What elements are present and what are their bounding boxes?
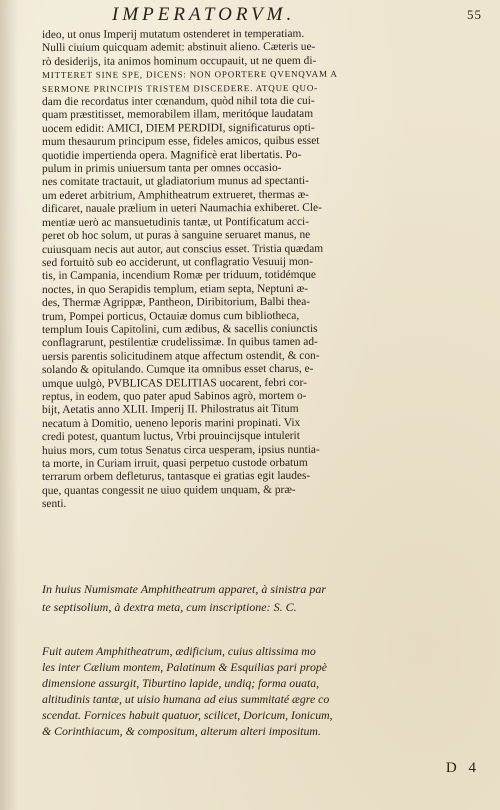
page-gutter-shadow [0, 0, 18, 810]
main-text-line: rò desiderijs, ita animos hominum occupauit, ut ne quem di- [42, 54, 317, 68]
main-text-line: senti. [42, 498, 67, 511]
paragraph-line: Fuit autem Amphitheatrum, ædificium, cuius altissima mo [42, 644, 316, 658]
main-text-line: nes comitate tractauit, ut gladiatorium munus ad spectanti- [42, 175, 309, 189]
main-text-line: Nulli ciuium quicquam ademit: abstinuit alieno. Cæteris ue- [42, 41, 316, 55]
main-text-line: tis, in Campania, incendium Romæ per triduum, totidémque [42, 269, 316, 283]
main-text-line: ideo, ut onus Imperij mutatum ostenderet in temperatiam. [42, 27, 305, 41]
main-text-line: dam die recordatus inter cœnandum, quòd nihil tota die cui- [42, 94, 315, 109]
paragraph-line: altitudinis tantæ, ut uisio humana ad eius summitaté ægre co [42, 692, 330, 706]
main-text-line: mentiæ uerò ac mansuetudinis tantæ, ut Pontificatum acci- [42, 215, 309, 229]
main-text-line: uocem edidit: AMICI, DIEM PERDIDI, significaturus opti- [42, 121, 315, 135]
main-text-line: noctes, in quo Serapidis templum, etiam septa, Neptuni æ- [42, 282, 309, 296]
main-text-line: quam præstitisset, memorabilem illam, meritóque laudatam [42, 108, 314, 122]
main-text-line: ta morte, in Curiam irruit, quasi perpetuo custode orbatum [42, 456, 308, 470]
main-text-line: des, Thermæ Agrippæ, Pantheon, Diribitorium, Balbi thea- [42, 295, 311, 310]
main-text-line: dificaret, nauale prælium in ueteri Naumachia exhiberet. Cle- [42, 202, 322, 216]
main-text-line: huius mors, cum totus Senatus circa uesperam, ipsius nuntia- [42, 443, 320, 457]
main-text-line: reptus, in eodem, quo pater apud Sabinos agrò, mortem o- [42, 389, 307, 403]
main-text-line: peret ob hoc solum, ut puras à sanguine seruaret manus, ne [42, 228, 311, 243]
main-text-line: credi potest, quantum luctus, Vrbi prouincijsque intulerit [42, 430, 300, 444]
signature-mark: D 4 [445, 760, 480, 776]
main-text-line: necatum à Domitio, ueneno leporis marini propinati. Vix [42, 416, 301, 430]
paragraph-line: scendat. Fornices habuit quatuor, scilicet, Doricum, Ionicum, [42, 708, 333, 722]
coin-note-line: In huius Numismate Amphitheatrum apparet, à sinistra par [42, 582, 327, 596]
main-text-line: uersis parentis solicitudinem atque affectum ostendit, & con- [42, 349, 320, 363]
running-head: IMPERATORVM. [112, 4, 296, 25]
main-text-line: SERMONE PRINCIPIS TRISTEM DISCEDERE. ATQUE QUO- [42, 82, 318, 94]
main-text-line: solando & opitulando. Cumque ita omnibus esset charus, e- [42, 362, 314, 377]
main-text-line: bijt, Aetatis anno XLII. Imperij II. Philostratus ait Titum [42, 403, 299, 417]
main-text-line: que, quantas congessit ne uiuo quidem unquam, & præ- [42, 483, 296, 497]
main-text-line: umque uulgò, PVBLICAS DELITIAS uocarent, febri cor- [42, 376, 307, 390]
coin-note-line: te septisolium, à dextra meta, cum inscriptione: S. C. [42, 600, 297, 614]
main-text-line: terrarum orbem defleturus, tantasque ei gratias egit laudes- [42, 470, 311, 484]
paragraph-line: dimensione assurgit, Tiburtino lapide, undiq; forma ouata, [42, 676, 320, 690]
page-number: 55 [467, 7, 482, 22]
main-text-line: conflagrarunt, pestilentiæ crudelissimæ. In quibus tamen ad- [42, 336, 318, 350]
main-text-line: pulum in primis uniuersum tanta per omnes occasio- [42, 162, 282, 176]
coin-note [42, 580, 486, 616]
main-text-line: sed fortuitò sub eo acciderunt, ut conflagratio Vesuuij mon- [42, 255, 313, 269]
main-text-line: quotidie impertienda opera. Magnificè erat libertatis. Po- [42, 148, 302, 162]
main-text-line: mum thesaurum principum esse, fideles amicos, quibus esset [42, 135, 320, 149]
main-text-line: um ederet arbitrium, Amphitheatrum extrueret, thermas æ- [42, 188, 309, 202]
main-text-block [42, 27, 486, 512]
paragraph-line: & Corinthiacum, & compositum, alterum alteri impositum. [42, 724, 321, 738]
paragraph-line: les inter Cælium montem, Palatinum & Esquilias pari propè [42, 660, 327, 674]
main-text-line: templum Iouis Capitolini, cum ædibus, & sacellis coniunctis [42, 322, 318, 336]
main-text-line: MITTERET SINE SPE, DICENS: NON OPORTERE QVENQVAM A [42, 68, 338, 81]
main-text-line: trum, Pompei porticus, Octauiæ domus cum bibliotheca, [42, 309, 300, 323]
page-header [112, 4, 482, 26]
main-text-line: cuiusquam necis aut autor, aut conscius esset. Tristia quædam [42, 242, 324, 256]
amphitheatrum-paragraph [42, 643, 486, 739]
